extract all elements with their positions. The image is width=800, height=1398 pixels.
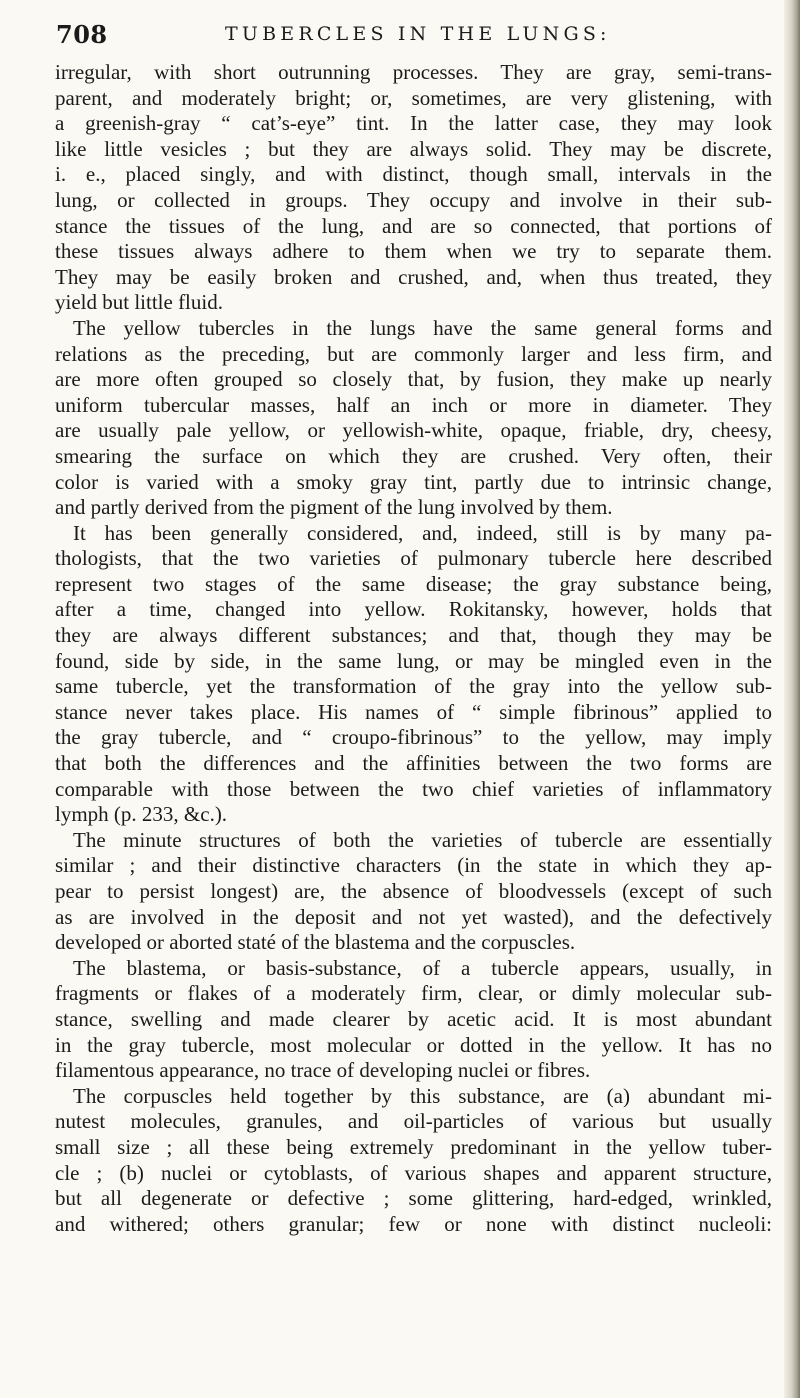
body-text — [55, 60, 772, 1237]
text-line: smearing the surface on which they are crushed. Very often, their — [55, 443, 772, 468]
text-line: are more often grouped so closely that, by fusion, they make up nearly — [55, 367, 772, 392]
text-line: fragments or flakes of a moderately firm, clear, or dimly molecular sub- — [55, 981, 772, 1006]
text-line: as are involved in the deposit and not yet wasted), and the defectively — [55, 904, 772, 929]
text-line: represent two stages of the same disease; the gray substance being, — [55, 571, 772, 596]
text-line: relations as the preceding, but are commonly larger and less firm, and — [55, 341, 772, 366]
text-line: stance, swelling and made clearer by acetic acid. It is most abundant — [55, 1006, 772, 1031]
text-line: the gray tubercle, and “ croupo-fibrinous” to the yellow, may imply — [55, 725, 772, 750]
text-line: small size ; all these being extremely predominant in the yellow tuber- — [55, 1134, 772, 1159]
text-line: It has been generally considered, and, indeed, still is by many pa- — [73, 520, 772, 545]
text-line: like little vesicles ; but they are always solid. They may be discrete, — [55, 136, 772, 161]
text-line: The corpuscles held together by this substance, are (a) abundant mi- — [73, 1083, 772, 1108]
text-line: lymph (p. 233, &c.). — [55, 802, 228, 827]
text-line: that both the differences and the affinities between the two forms are — [55, 751, 772, 776]
page-header — [56, 20, 756, 52]
text-line: i. e., placed singly, and with distinct, though small, intervals in the — [55, 162, 772, 187]
text-line: color is varied with a smoky gray tint, partly due to intrinsic change, — [55, 469, 772, 494]
paragraph — [55, 60, 772, 316]
text-line: comparable with those between the two chief varieties of inflammatory — [55, 776, 772, 801]
text-line: but all degenerate or defective ; some glittering, hard-edged, wrinkled, — [55, 1186, 772, 1211]
text-line: a greenish-gray “ cat’s-eye” tint. In the latter case, they may look — [55, 111, 772, 136]
text-line: these tissues always adhere to them when we try to separate them. — [55, 239, 772, 264]
text-line: lung, or collected in groups. They occupy and involve in their sub- — [55, 187, 772, 212]
paragraph — [55, 1084, 772, 1238]
text-line: filamentous appearance, no trace of developing nuclei or fibres. — [55, 1058, 591, 1083]
paragraph — [55, 316, 772, 521]
page-number: 708 — [56, 20, 108, 49]
text-line: found, side by side, in the same lung, or may be mingled even in the — [55, 648, 772, 673]
text-line: The yellow tubercles in the lungs have the same general forms and — [73, 315, 772, 340]
text-line: They may be easily broken and crushed, and, when thus treated, they — [55, 264, 772, 289]
text-line: uniform tubercular masses, half an inch or more in diameter. They — [55, 392, 772, 417]
text-line: irregular, with short outrunning processes. They are gray, semi-trans- — [55, 60, 772, 84]
text-line: The minute structures of both the varieties of tubercle are essentially — [73, 827, 772, 852]
text-line: developed or aborted staté of the blastema and the corpuscles. — [55, 930, 576, 955]
paragraph — [55, 956, 772, 1084]
text-line: after a time, changed into yellow. Rokitansky, however, holds that — [55, 597, 772, 622]
text-line: nutest molecules, granules, and oil-particles of various but usually — [55, 1109, 772, 1134]
text-line: are usually pale yellow, or yellowish-white, opaque, friable, dry, cheesy, — [55, 418, 772, 443]
page-edge-shadow — [784, 0, 800, 1398]
text-line: and partly derived from the pigment of the lung involved by them. — [55, 495, 613, 520]
text-line: in the gray tubercle, most molecular or dotted in the yellow. It has no — [55, 1032, 772, 1057]
text-line: thologists, that the two varieties of pulmonary tubercle here described — [55, 546, 772, 571]
paragraph — [55, 828, 772, 956]
text-line: they are always different substances; and that, though they may be — [55, 623, 772, 648]
text-line: same tubercle, yet the transformation of the gray into the yellow sub- — [55, 674, 772, 699]
text-line: stance never takes place. His names of “ simple fibrinous” applied to — [55, 699, 772, 724]
text-line: and withered; others granular; few or none with distinct nucleoli: — [55, 1211, 772, 1236]
text-line: pear to persist longest) are, the absence of bloodvessels (except of such — [55, 879, 772, 903]
paragraph — [55, 521, 772, 828]
running-title: TUBERCLES IN THE LUNGS: — [225, 23, 611, 45]
text-line: cle ; (b) nuclei or cytoblasts, of various shapes and apparent structure, — [55, 1160, 772, 1185]
text-line: yield but little fluid. — [55, 290, 223, 315]
text-line: stance the tissues of the lung, and are so connected, that portions of — [55, 213, 772, 238]
text-line: parent, and moderately bright; or, sometimes, are very glistening, with — [55, 85, 772, 110]
text-line: The blastema, or basis-substance, of a tubercle appears, usually, in — [73, 955, 772, 980]
text-line: similar ; and their distinctive characters (in the state in which they ap- — [55, 853, 772, 878]
